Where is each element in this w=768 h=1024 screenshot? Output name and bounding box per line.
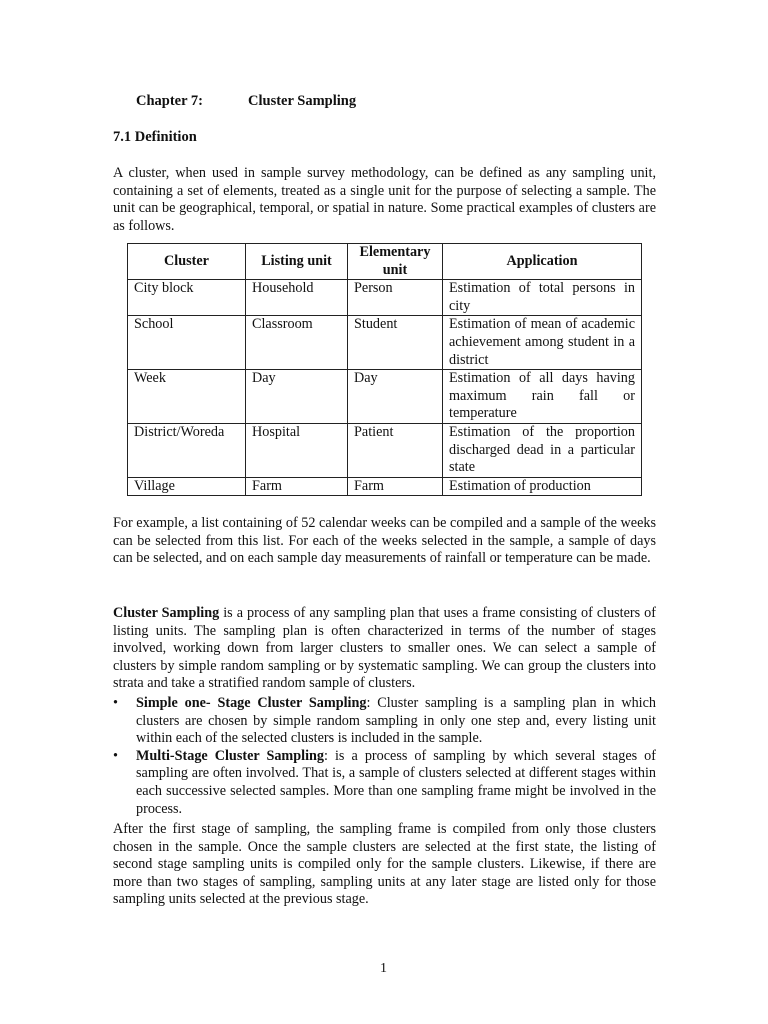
cell-application: Estimation of total persons in city bbox=[443, 280, 642, 316]
chapter-heading bbox=[136, 93, 357, 111]
cell-listing-unit: Farm bbox=[246, 477, 348, 496]
cell-elementary-unit: Person bbox=[348, 280, 443, 316]
intro-paragraph: A cluster, when used in sample survey methodology, can be defined as any sampling unit, containing a set of elements, treated as a single unit for the purpose of selecting a sample. The unit can be geographical, temporal, or spatial in nature. Some practical examples of clusters are as follows. bbox=[113, 165, 656, 234]
cell-cluster: Week bbox=[128, 370, 246, 424]
header-listing-unit: Listing unit bbox=[246, 244, 348, 280]
table-header-row bbox=[128, 244, 642, 280]
cell-application: Estimation of mean of academic achievement among student in a district bbox=[443, 316, 642, 370]
section-heading: 7.1 Definition bbox=[113, 129, 197, 145]
table-row bbox=[128, 477, 642, 496]
bullet-icon: • bbox=[113, 695, 118, 711]
cluster-examples-table bbox=[127, 243, 642, 496]
cell-elementary-unit: Patient bbox=[348, 423, 443, 477]
bullet-icon: • bbox=[113, 747, 118, 764]
table-row bbox=[128, 316, 642, 370]
list-item bbox=[113, 748, 656, 818]
cell-application: Estimation of all days having maximum rain fall or temperature bbox=[443, 370, 642, 424]
table-row bbox=[128, 370, 642, 424]
cell-listing-unit: Hospital bbox=[246, 423, 348, 477]
cell-cluster: Village bbox=[128, 477, 246, 496]
bullet-term: Simple one- Stage Cluster Sampling bbox=[136, 695, 367, 711]
cell-cluster: District/Woreda bbox=[128, 423, 246, 477]
bullet-text: : is a process of sampling by which several stages of sampling are often involved. That is, a sample of clusters selected at different stages within each successive selected samples. More than one sampling frame might be involved in the process. bbox=[136, 747, 656, 817]
table-row bbox=[128, 280, 642, 316]
cell-cluster: City block bbox=[128, 280, 246, 316]
cluster-sampling-text: is a process of any sampling plan that uses a frame consisting of clusters of listing units. The sampling plan is often characterized in terms of the number of stages involved, working down from larger clusters to smaller ones. We can select a sample of clusters by simple random sampling or by systematic sampling. We can group the clusters into strata and take a stratified random sample of clusters. bbox=[113, 605, 656, 692]
cell-application: Estimation of production bbox=[443, 477, 642, 496]
chapter-number: Chapter 7: bbox=[136, 93, 203, 109]
header-application: Application bbox=[443, 244, 642, 280]
header-elementary-unit: Elementary unit bbox=[348, 244, 443, 280]
cell-application: Estimation of the proportion discharged dead in a particular state bbox=[443, 423, 642, 477]
header-cluster: Cluster bbox=[128, 244, 246, 280]
cell-listing-unit: Classroom bbox=[246, 316, 348, 370]
sampling-types-list bbox=[113, 695, 656, 818]
cell-elementary-unit: Day bbox=[348, 370, 443, 424]
cell-listing-unit: Day bbox=[246, 370, 348, 424]
cell-listing-unit: Household bbox=[246, 280, 348, 316]
cell-cluster: School bbox=[128, 316, 246, 370]
chapter-title: Cluster Sampling bbox=[248, 93, 357, 109]
list-item bbox=[113, 695, 656, 748]
cluster-sampling-paragraph bbox=[113, 605, 656, 693]
bullet-term: Multi-Stage Cluster Sampling bbox=[136, 747, 325, 764]
page-number: 1 bbox=[380, 961, 387, 976]
cell-elementary-unit: Farm bbox=[348, 477, 443, 496]
table-row bbox=[128, 423, 642, 477]
cluster-sampling-term: Cluster Sampling bbox=[113, 605, 220, 621]
cell-elementary-unit: Student bbox=[348, 316, 443, 370]
after-paragraph: After the first stage of sampling, the sampling frame is compiled from only those clusters chosen in the sample. Once the sample clusters are selected at the first state, the listing of second stage sampling units is compiled only for the sample clusters. Likewise, if there are more than two stages of sampling, sampling units at any later stage are listed only for those sampling units selected at the previous stage. bbox=[113, 821, 656, 908]
bullet-text: : Cluster sampling is a sampling plan in which clusters are chosen by simple random sampling in only one step and, every listing unit within each of the selected clusters is included in the sample. bbox=[136, 695, 656, 747]
example-paragraph: For example, a list containing of 52 calendar weeks can be compiled and a sample of the weeks can be selected from this list. For each of the weeks selected in the sample, a sample of days can be selected, and on each sample day measurements of rainfall or temperature can be made. bbox=[113, 515, 656, 567]
